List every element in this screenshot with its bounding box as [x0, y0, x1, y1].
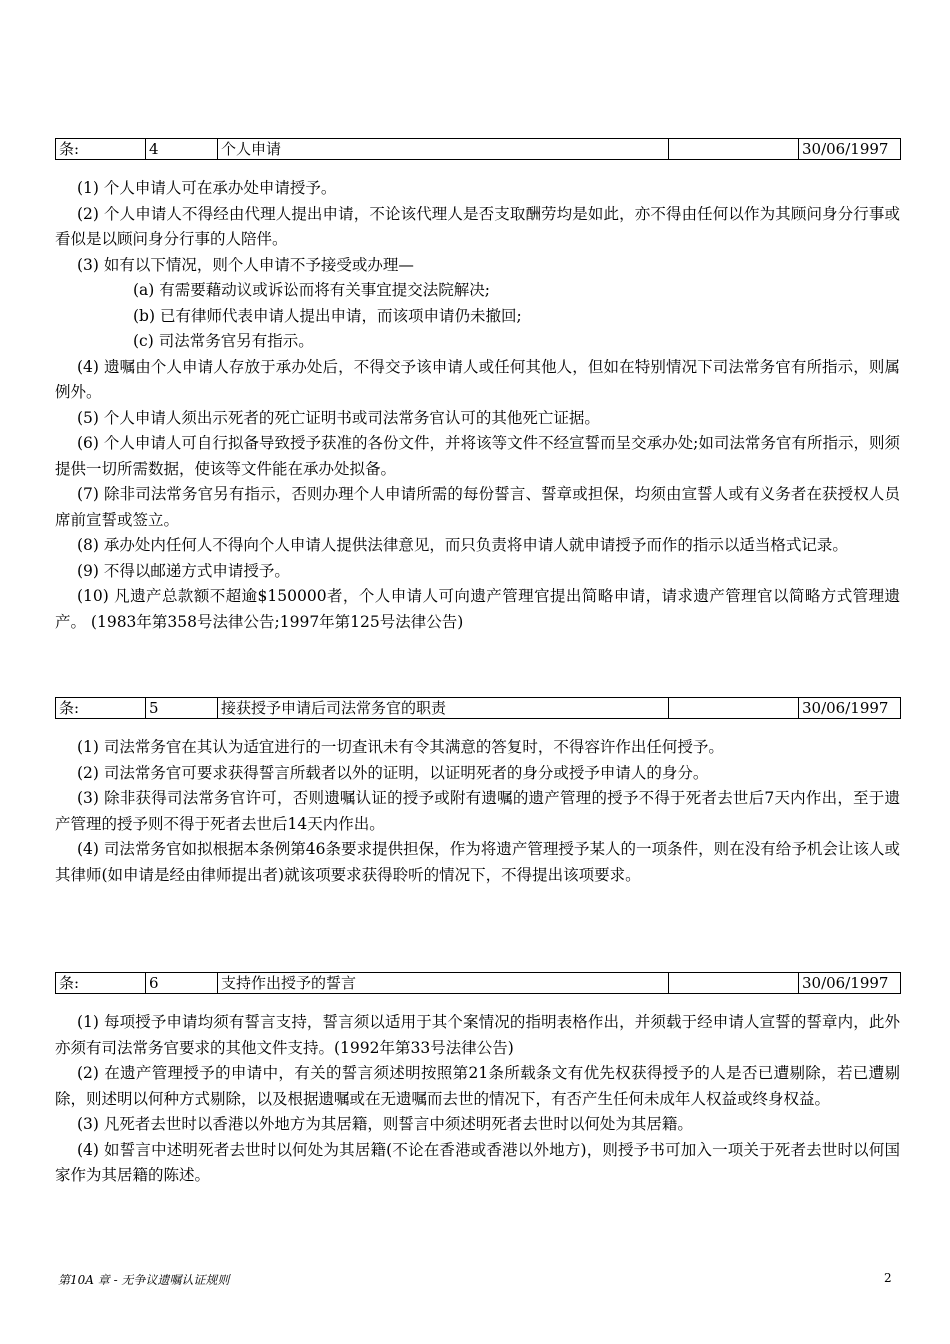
section-blank-cell: [669, 973, 799, 994]
paragraph: (5) 个人申请人须出示死者的死亡证明书或司法常务官认可的其他死亡证据。: [77, 408, 600, 427]
paragraph: (10) 凡遗产总款额不超逾$150000者，个人申请人可向遗产管理官提出简略申请，请求遗产管理官以简略方式管理遗产。 (1983年第358号法律公告;1997年第125号法律公告): [55, 587, 900, 631]
sub-item: (b) 已有律师代表申请人提出申请，而该项申请仍未撤回;: [133, 306, 522, 325]
section-header-table: [55, 138, 901, 160]
section-title: 接获授予申请后司法常务官的职责: [218, 698, 669, 719]
paragraph: (8) 承办处内任何人不得向个人申请人提供法律意见，而只负责将申请人就申请授予而作的指示以适当格式记录。: [77, 536, 848, 554]
section-date: 30/06/1997: [799, 973, 901, 994]
section-body: [55, 1010, 900, 1189]
section-body: [55, 735, 900, 888]
section-blank-cell: [669, 698, 799, 719]
paragraph: (1) 每项授予申请均须有誓言支持，誓言须以适用于其个案情况的指明表格作出，并须载于经申请人宣誓的誓章内，此外亦须有司法常务官要求的其他文件支持。(1992年第33号法律公告): [55, 1013, 900, 1057]
section-label: 条:: [56, 139, 146, 160]
section-label: 条:: [56, 698, 146, 719]
paragraph: (1) 司法常务官在其认为适宜进行的一切查讯未有令其满意的答复时，不得容许作出任何授予。: [77, 738, 724, 756]
paragraph: (2) 个人申请人不得经由代理人提出申请，不论该代理人是否支取酬劳均是如此，亦不得由任何以作为其顾问身分行事或看似是以顾问身分行事的人陪伴。: [55, 204, 900, 248]
paragraph: (2) 在遗产管理授予的申请中，有关的誓言须述明按照第21条所载条文有优先权获得授予的人是否已遭剔除，若已遭剔除，则述明以何种方式剔除，以及根据遗嘱或在无遗嘱而去世的情况下，有否产生任何未成年人权益或终身权益。: [55, 1064, 900, 1108]
section-number: 6: [146, 973, 218, 994]
paragraph: (7) 除非司法常务官另有指示，否则办理个人申请所需的每份誓言、誓章或担保，均须由宣誓人或有义务者在获授权人员席前宣誓或签立。: [55, 485, 900, 529]
section-date: 30/06/1997: [799, 139, 901, 160]
section-number: 5: [146, 698, 218, 719]
section-title: 支持作出授予的誓言: [218, 973, 669, 994]
section-5: [55, 697, 900, 888]
paragraph: (1) 个人申请人可在承办处申请授予。: [77, 179, 337, 197]
paragraph: (3) 凡死者去世时以香港以外地方为其居籍，则誓言中须述明死者去世时以何处为其居籍。: [77, 1115, 693, 1133]
section-body: [55, 176, 900, 635]
section-number: 4: [146, 139, 218, 160]
paragraph: (3) 如有以下情况，则个人申请不予接受或办理—: [77, 255, 414, 274]
section-6: [55, 972, 900, 1189]
paragraph: (6) 个人申请人可自行拟备导致授予获准的各份文件，并将该等文件不经宣誓而呈交承办处;如司法常务官有所指示，则须提供一切所需数据，使该等文件能在承办处拟备。: [55, 434, 900, 478]
section-label: 条:: [56, 973, 146, 994]
sub-item: (c) 司法常务官另有指示。: [133, 332, 314, 350]
section-header-table: [55, 697, 901, 719]
section-header-table: [55, 972, 901, 994]
paragraph: (4) 如誓言中述明死者去世时以何处为其居籍(不论在香港或香港以外地方)，则授予书可加入一项关于死者去世时以何国家作为其居籍的陈述。: [55, 1140, 900, 1184]
paragraph: (4) 遗嘱由个人申请人存放于承办处后，不得交予该申请人或任何其他人，但如在特别情况下司法常务官有所指示，则属例外。: [55, 357, 900, 401]
paragraph: (9) 不得以邮递方式申请授予。: [77, 561, 290, 580]
page-number: 2: [884, 1271, 892, 1285]
paragraph: (3) 除非获得司法常务官许可，否则遗嘱认证的授予或附有遗嘱的遗产管理的授予不得于死者去世后7天内作出，至于遗产管理的授予则不得于死者去世后14天内作出。: [55, 789, 900, 833]
footer-chapter: 第10A 章 - 无争议遗嘱认证规则: [58, 1273, 230, 1287]
section-blank-cell: [669, 139, 799, 160]
paragraph: (2) 司法常务官可要求获得誓言所载者以外的证明，以证明死者的身分或授予申请人的身分。: [77, 763, 709, 782]
section-title: 个人申请: [218, 139, 669, 160]
section-4: [55, 138, 900, 635]
section-date: 30/06/1997: [799, 698, 901, 719]
sub-item: (a) 有需要藉动议或诉讼而将有关事宜提交法院解决;: [133, 281, 490, 299]
paragraph: (4) 司法常务官如拟根据本条例第46条要求提供担保，作为将遗产管理授予某人的一项条件，则在没有给予机会让该人或其律师(如申请是经由律师提出者)就该项要求获得聆听的情况下，不得提出该项要求。: [55, 840, 900, 884]
